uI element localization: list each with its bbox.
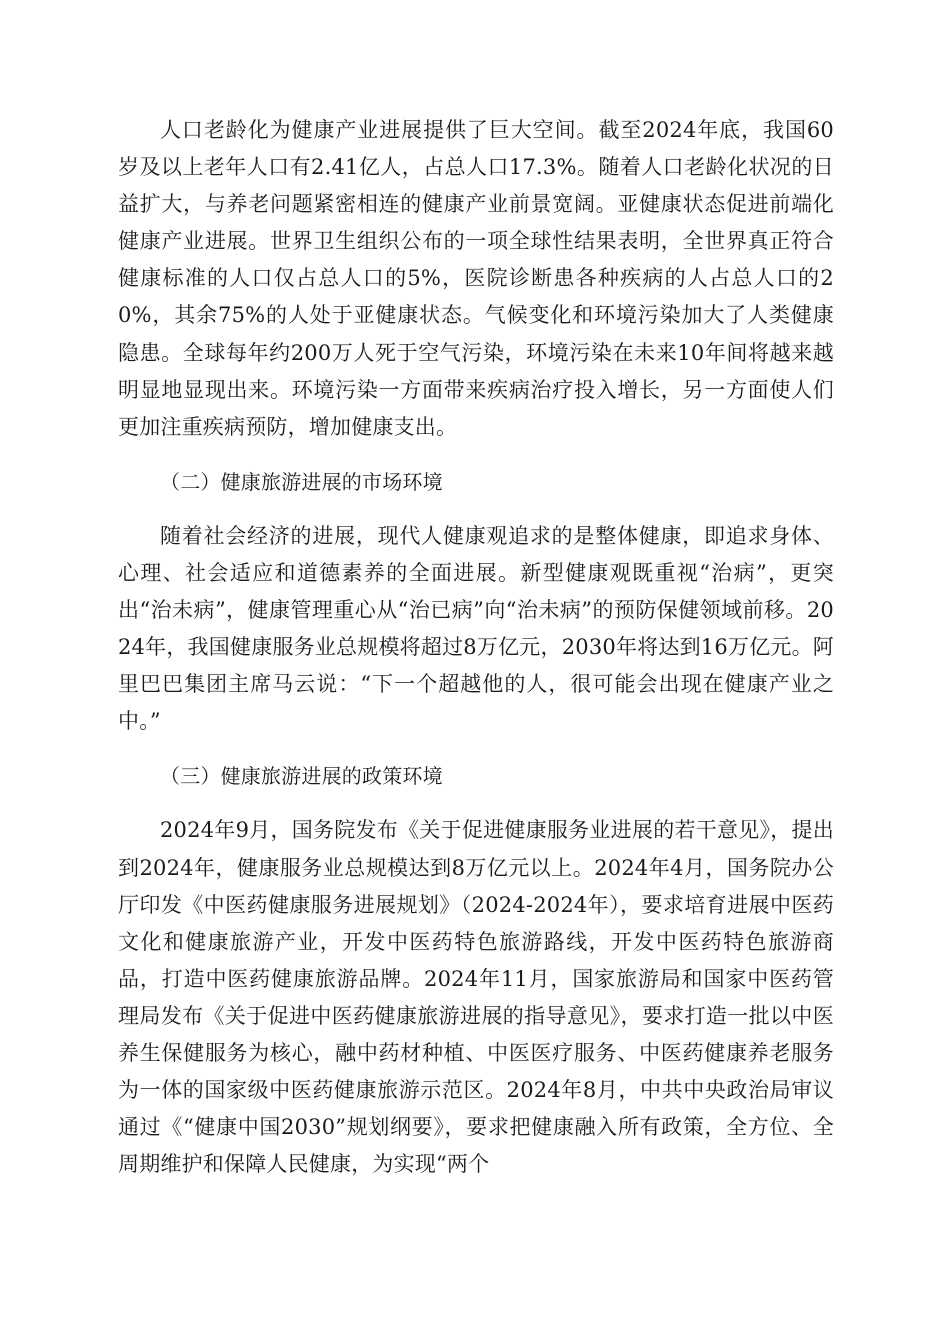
heading-spacer [118, 795, 834, 812]
paragraph-policy-environment: 2024年9月，国务院发布《关于促进健康服务业进展的若干意见》，提出到2024年，健康服务业总规模达到8万亿元以上。2024年4月，国务院办公厅印发《中医药健康服务进展规划》（2024-2024年），要求培育进展中医药文化和健康旅游产业，开发中医药特色旅游路线，开发中医药特色旅游商品，打造中医药健康旅游品牌。2024年11月，国家旅游局和国家中医药管理局发布《关于促进中医药健康旅游进展的指导意见》，要求打造一批以中医养生保健服务为核心，融中药材种植、中医医疗服务、中医药健康养老服务为一体的国家级中医药健康旅游示范区。2024年8月，中共中央政治局审议通过《“健康中国2030”规划纲要》，要求把健康融入所有政策，全方位、全周期维护和保障人民健康，为实现“两个 [118, 818, 834, 1177]
paragraph-spacer [118, 740, 834, 758]
section-heading-policy-environment: （三）健康旅游进展的政策环境 [160, 764, 443, 789]
heading-spacer [118, 501, 834, 518]
paragraph-market-environment: 随着社会经济的进展，现代人健康观追求的是整体健康，即追求身体、心理、社会适应和道德素养的全面进展。新型健康观既重视“治病”，更突出“治未病”，健康管理重心从“治已病”向“治未病”的预防保健领域前移。2024年，我国健康服务业总规模将超过8万亿元，2030年将达到16万亿元。阿里巴巴集团主席马云说：“下一个超越他的人，很可能会出现在健康产业之中。” [118, 523, 834, 734]
paragraph-spacer [118, 446, 834, 464]
document-body [118, 112, 834, 1183]
paragraph-population-aging: 人口老龄化为健康产业进展提供了巨大空间。截至2024年底，我国60岁及以上老年人口有2.41亿人，占总人口17.3%。随着人口老龄化状况的日益扩大，与养老问题紧密相连的健康产业前景宽阔。亚健康状态促进前端化健康产业进展。世界卫生组织公布的一项全球性结果表明，全世界真正符合健康标准的人口仅占总人口的5%，医院诊断患各种疾病的人占总人口的20%，其余75%的人处于亚健康状态。气候变化和环境污染加大了人类健康隐患。全球每年约200万人死于空气污染，环境污染在未来10年间将越来越明显地显现出来。环境污染一方面带来疾病治疗投入增长，另一方面使人们更加注重疾病预防，增加健康支出。 [118, 118, 834, 439]
section-heading-market-environment: （二）健康旅游进展的市场环境 [160, 469, 443, 494]
